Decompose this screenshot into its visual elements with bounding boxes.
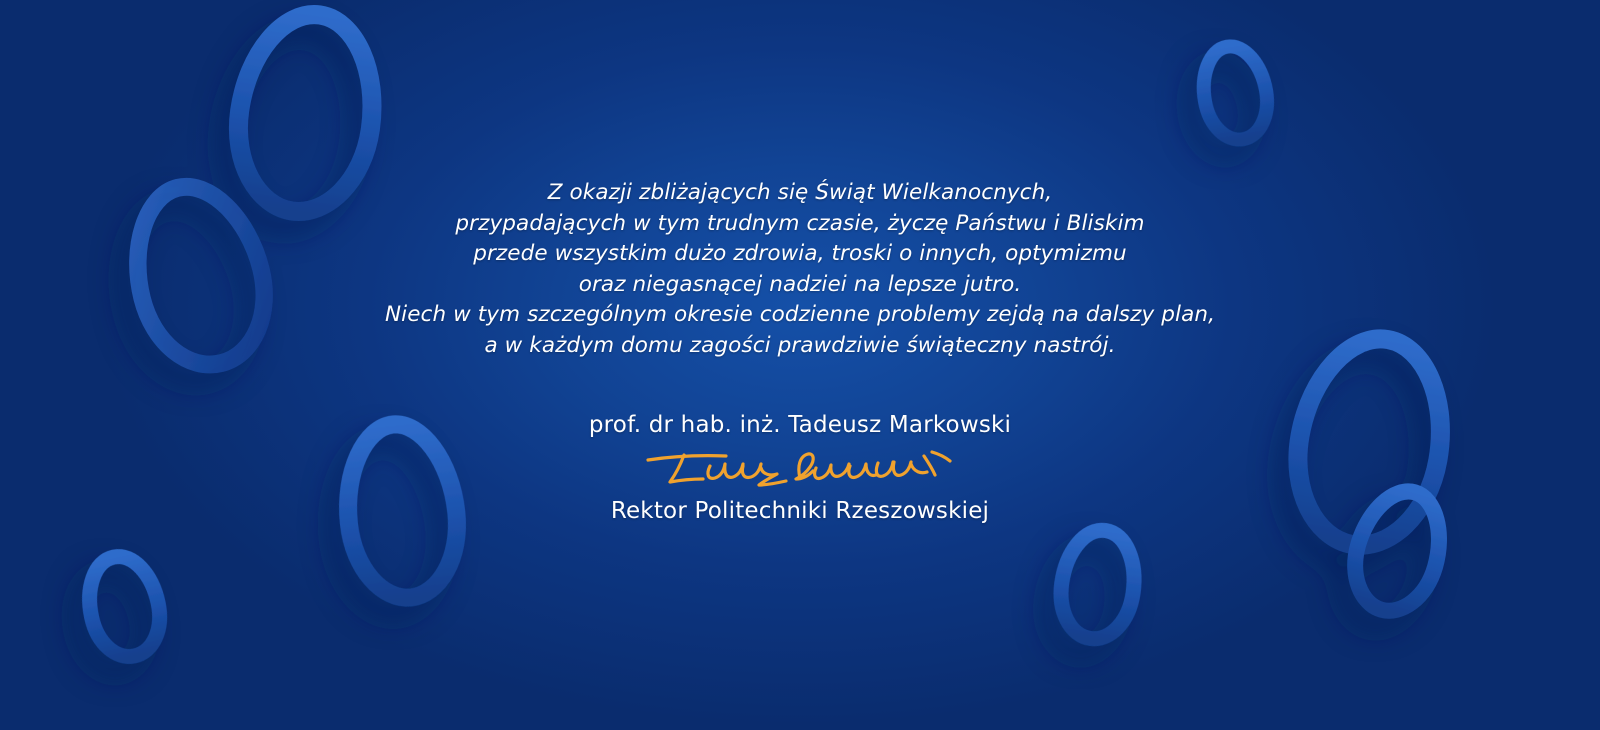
greeting-line: Z okazji zbliżających się Świąt Wielkanocnych, <box>547 180 1053 205</box>
greeting-line: przede wszystkim dużo zdrowia, troski o innych, optymizmu <box>473 241 1127 267</box>
handwritten-signature <box>589 446 1011 492</box>
signer-name: prof. dr hab. inż. Tadeusz Markowski <box>588 411 1012 438</box>
greeting-line: a w każdym domu zagości prawdziwie świąteczny nastrój. <box>484 332 1116 358</box>
signer-title: Rektor Politechniki Rzeszowskiej <box>610 497 990 524</box>
greeting-line: oraz niegasnącej nadziei na lepsze jutro. <box>578 271 1022 297</box>
signature-block <box>589 410 1011 526</box>
greeting-line: Niech w tym szczególnym okresie codzienne problemy zejdą na dalszy plan, <box>384 302 1216 328</box>
greeting-line: przypadających w tym trudnym czasie, życzę Państwu i Bliskim <box>455 210 1145 236</box>
greeting-message <box>320 178 1280 362</box>
